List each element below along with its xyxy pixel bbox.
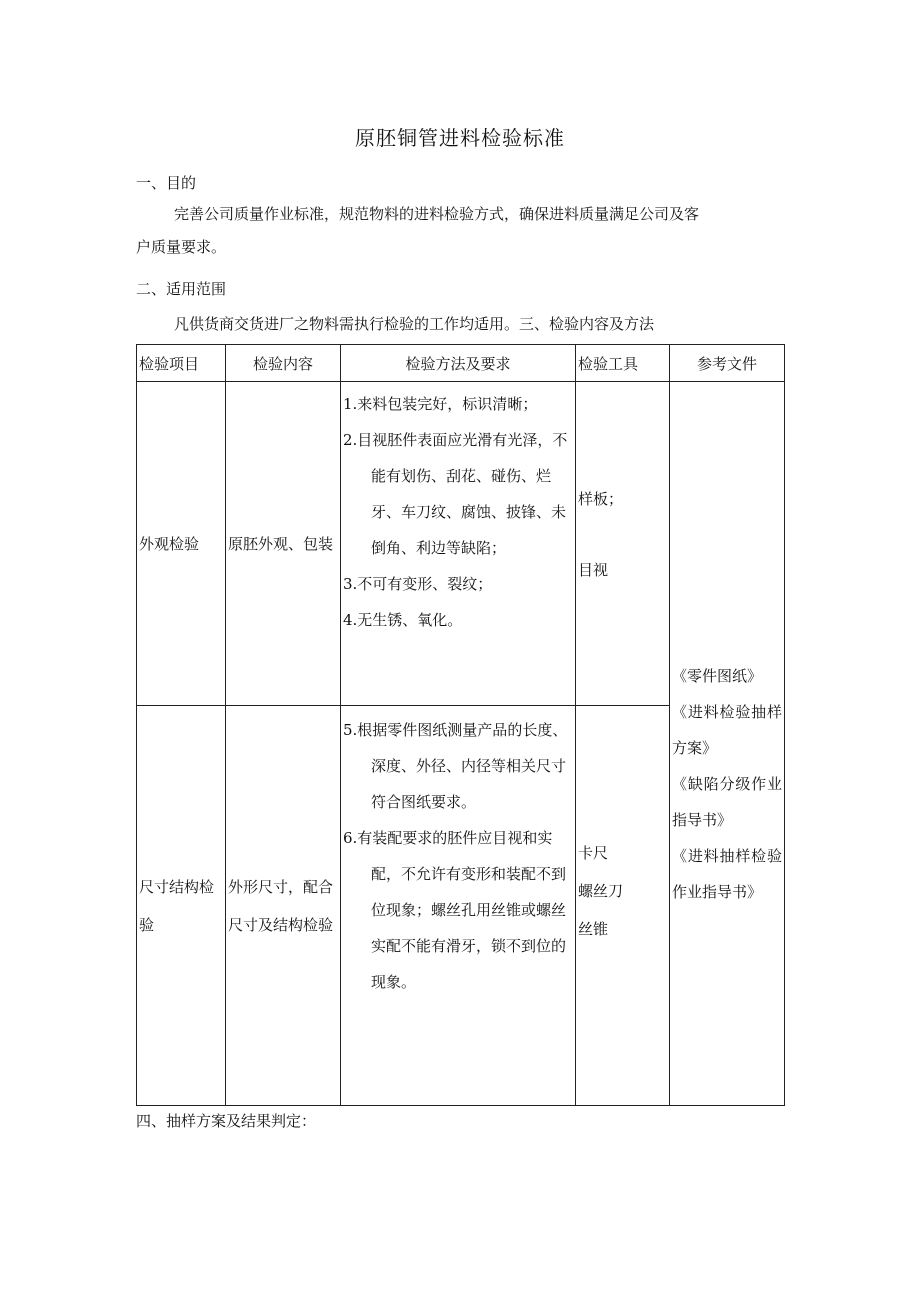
- document-title: 原胚铜管进料检验标准: [355, 126, 565, 150]
- table-row: [137, 382, 785, 706]
- table-header-row: [137, 345, 785, 382]
- tool-item: 卡尺: [578, 844, 609, 862]
- tool-item: 目视: [578, 561, 609, 579]
- inspection-methods: [341, 382, 576, 706]
- header-cell: 检验内容: [226, 345, 341, 382]
- reference-item: 《缺陷分级作业指导书》: [672, 775, 782, 829]
- method-item: 1.来料包装完好，标识清晰；: [343, 395, 538, 413]
- header-cell: 检验工具: [576, 345, 670, 382]
- header-cell: 检验项目: [137, 345, 226, 382]
- reference-item: 《进料检验抽样方案》: [672, 703, 782, 757]
- inspection-item: 尺寸结构检验: [137, 706, 226, 1106]
- inspection-tools: [576, 382, 670, 706]
- section-2-heading: 二、适用范围: [136, 280, 227, 298]
- tool-item: 样板；: [578, 490, 624, 508]
- inspection-content: 外形尺寸，配合尺寸及结构检验: [226, 706, 341, 1106]
- method-item: 2.目视胚件表面应光滑有光泽，不能有划伤、刮花、碰伤、烂牙、车刀纹、腐蚀、披锋、未倒角、利边等缺陷；: [343, 431, 568, 557]
- method-item: 4.无生锈、氧化。: [343, 611, 463, 629]
- inspection-tools: [576, 706, 670, 1106]
- section-1-text-line1: 完善公司质量作业标准，规范物料的进料检验方式，确保进料质量满足公司及客: [174, 205, 700, 223]
- method-item: 3.不可有变形、裂纹；: [343, 575, 493, 593]
- reference-item: 《进料抽样检验作业指导书》: [672, 847, 782, 901]
- tool-item: 丝锥: [578, 920, 609, 938]
- inspection-content: 原胚外观、包装: [226, 382, 341, 706]
- tool-item: 螺丝刀: [578, 882, 624, 900]
- section-1-text: [136, 198, 786, 264]
- section-1-heading: 一、目的: [136, 174, 197, 192]
- reference-item: 《零件图纸》: [672, 667, 763, 685]
- header-cell: 检验方法及要求: [341, 345, 576, 382]
- section-4-heading: 四、抽样方案及结果判定：: [136, 1112, 317, 1130]
- inspection-item: 外观检验: [137, 382, 226, 706]
- reference-documents: [670, 382, 785, 1106]
- inspection-table: [136, 344, 785, 1106]
- section-1-text-line2: 户质量要求。: [136, 238, 227, 256]
- section-2-text: 凡供货商交货进厂之物料需执行检验的工作均适用。三、检验内容及方法: [174, 315, 655, 333]
- method-item: 6.有装配要求的胚件应目视和实配，不允许有变形和装配不到位现象；螺丝孔用丝锥或螺丝实配不能有滑牙，锁不到位的现象。: [343, 829, 567, 991]
- method-item: 5.根据零件图纸测量产品的长度、深度、外径、内径等相关尺寸符合图纸要求。: [343, 721, 568, 811]
- inspection-methods: [341, 706, 576, 1106]
- header-cell: 参考文件: [670, 345, 785, 382]
